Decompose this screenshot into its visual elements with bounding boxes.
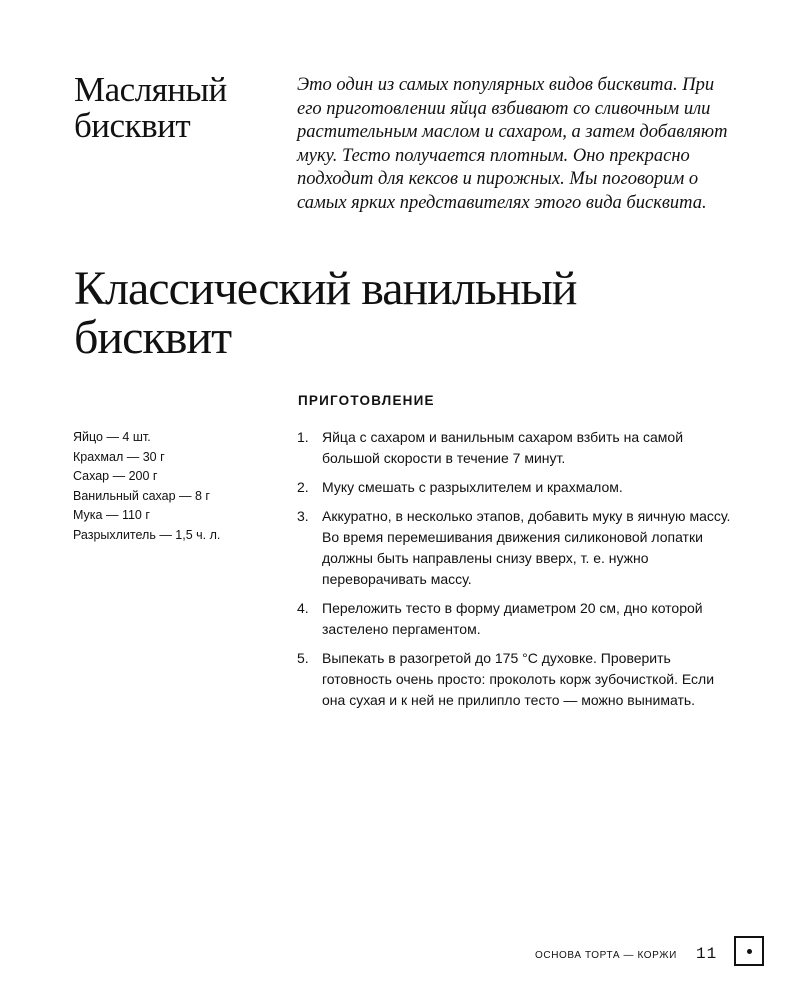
ingredients-list [73, 428, 283, 545]
ingredient-item: Разрыхлитель — 1,5 ч. л. [73, 527, 221, 542]
step-item [297, 598, 737, 640]
step-number: 1. [297, 429, 309, 445]
step-item [297, 427, 737, 469]
step-number: 3. [297, 508, 309, 524]
step-text: Переложить тесто в форму диаметром 20 см, дно которой застелено пергаментом. [322, 600, 703, 637]
step-item [297, 477, 737, 498]
ingredient-item: Сахар — 200 г [73, 469, 158, 483]
step-text: Яйца с сахаром и ванильным сахаром взбить на самой большой скорости в течение 7 минут. [322, 429, 684, 466]
step-item [297, 506, 737, 590]
page-marker-icon [734, 936, 764, 966]
ingredient-item: Мука — 110 г [73, 508, 150, 522]
step-item [297, 648, 737, 711]
section-intro: Это один из самых популярных видов бисквита. При его приготовлении яйца взбивают со сливочным или растительным маслом и сахаром, а затем добавляют муку. Тесто получается плотным. Оно прекрасно подходит для кексов и пирожных. Мы поговорим о самых ярких представителях этого вида бисквита. [297, 75, 728, 213]
step-text: Муку смешать с разрыхлителем и крахмалом. [322, 479, 623, 495]
preparation-heading: ПРИГОТОВЛЕНИЕ [298, 393, 435, 408]
step-number: 5. [297, 650, 309, 666]
step-text: Аккуратно, в несколько этапов, добавить муку в яичную массу. Во время перемешивания движения силиконовой лопатки должны быть направлены снизу вверх, т. е. нужно переворачивать массу. [322, 508, 731, 587]
ingredient-item: Крахмал — 30 г [73, 449, 165, 464]
step-number: 2. [297, 479, 309, 495]
step-text: Выпекать в разогретой до 175 °С духовке. Проверить готовность очень просто: проколоть корж зубочисткой. Если она сухая и к ней не прилипло тесто — можно вынимать. [322, 650, 715, 708]
page-number: 11 [696, 945, 718, 963]
ingredient-item: Ванильный сахар — 8 г [73, 488, 210, 503]
step-number: 4. [297, 600, 309, 616]
dot-icon [747, 949, 752, 954]
preparation-steps [297, 427, 737, 719]
section-title: Масляный бисквит [74, 70, 227, 145]
footer-section-label: ОСНОВА ТОРТА — КОРЖИ [535, 950, 677, 961]
ingredient-item: Яйцо — 4 шт. [73, 430, 151, 444]
recipe-title: Классический ванильный бисквит [74, 262, 577, 364]
